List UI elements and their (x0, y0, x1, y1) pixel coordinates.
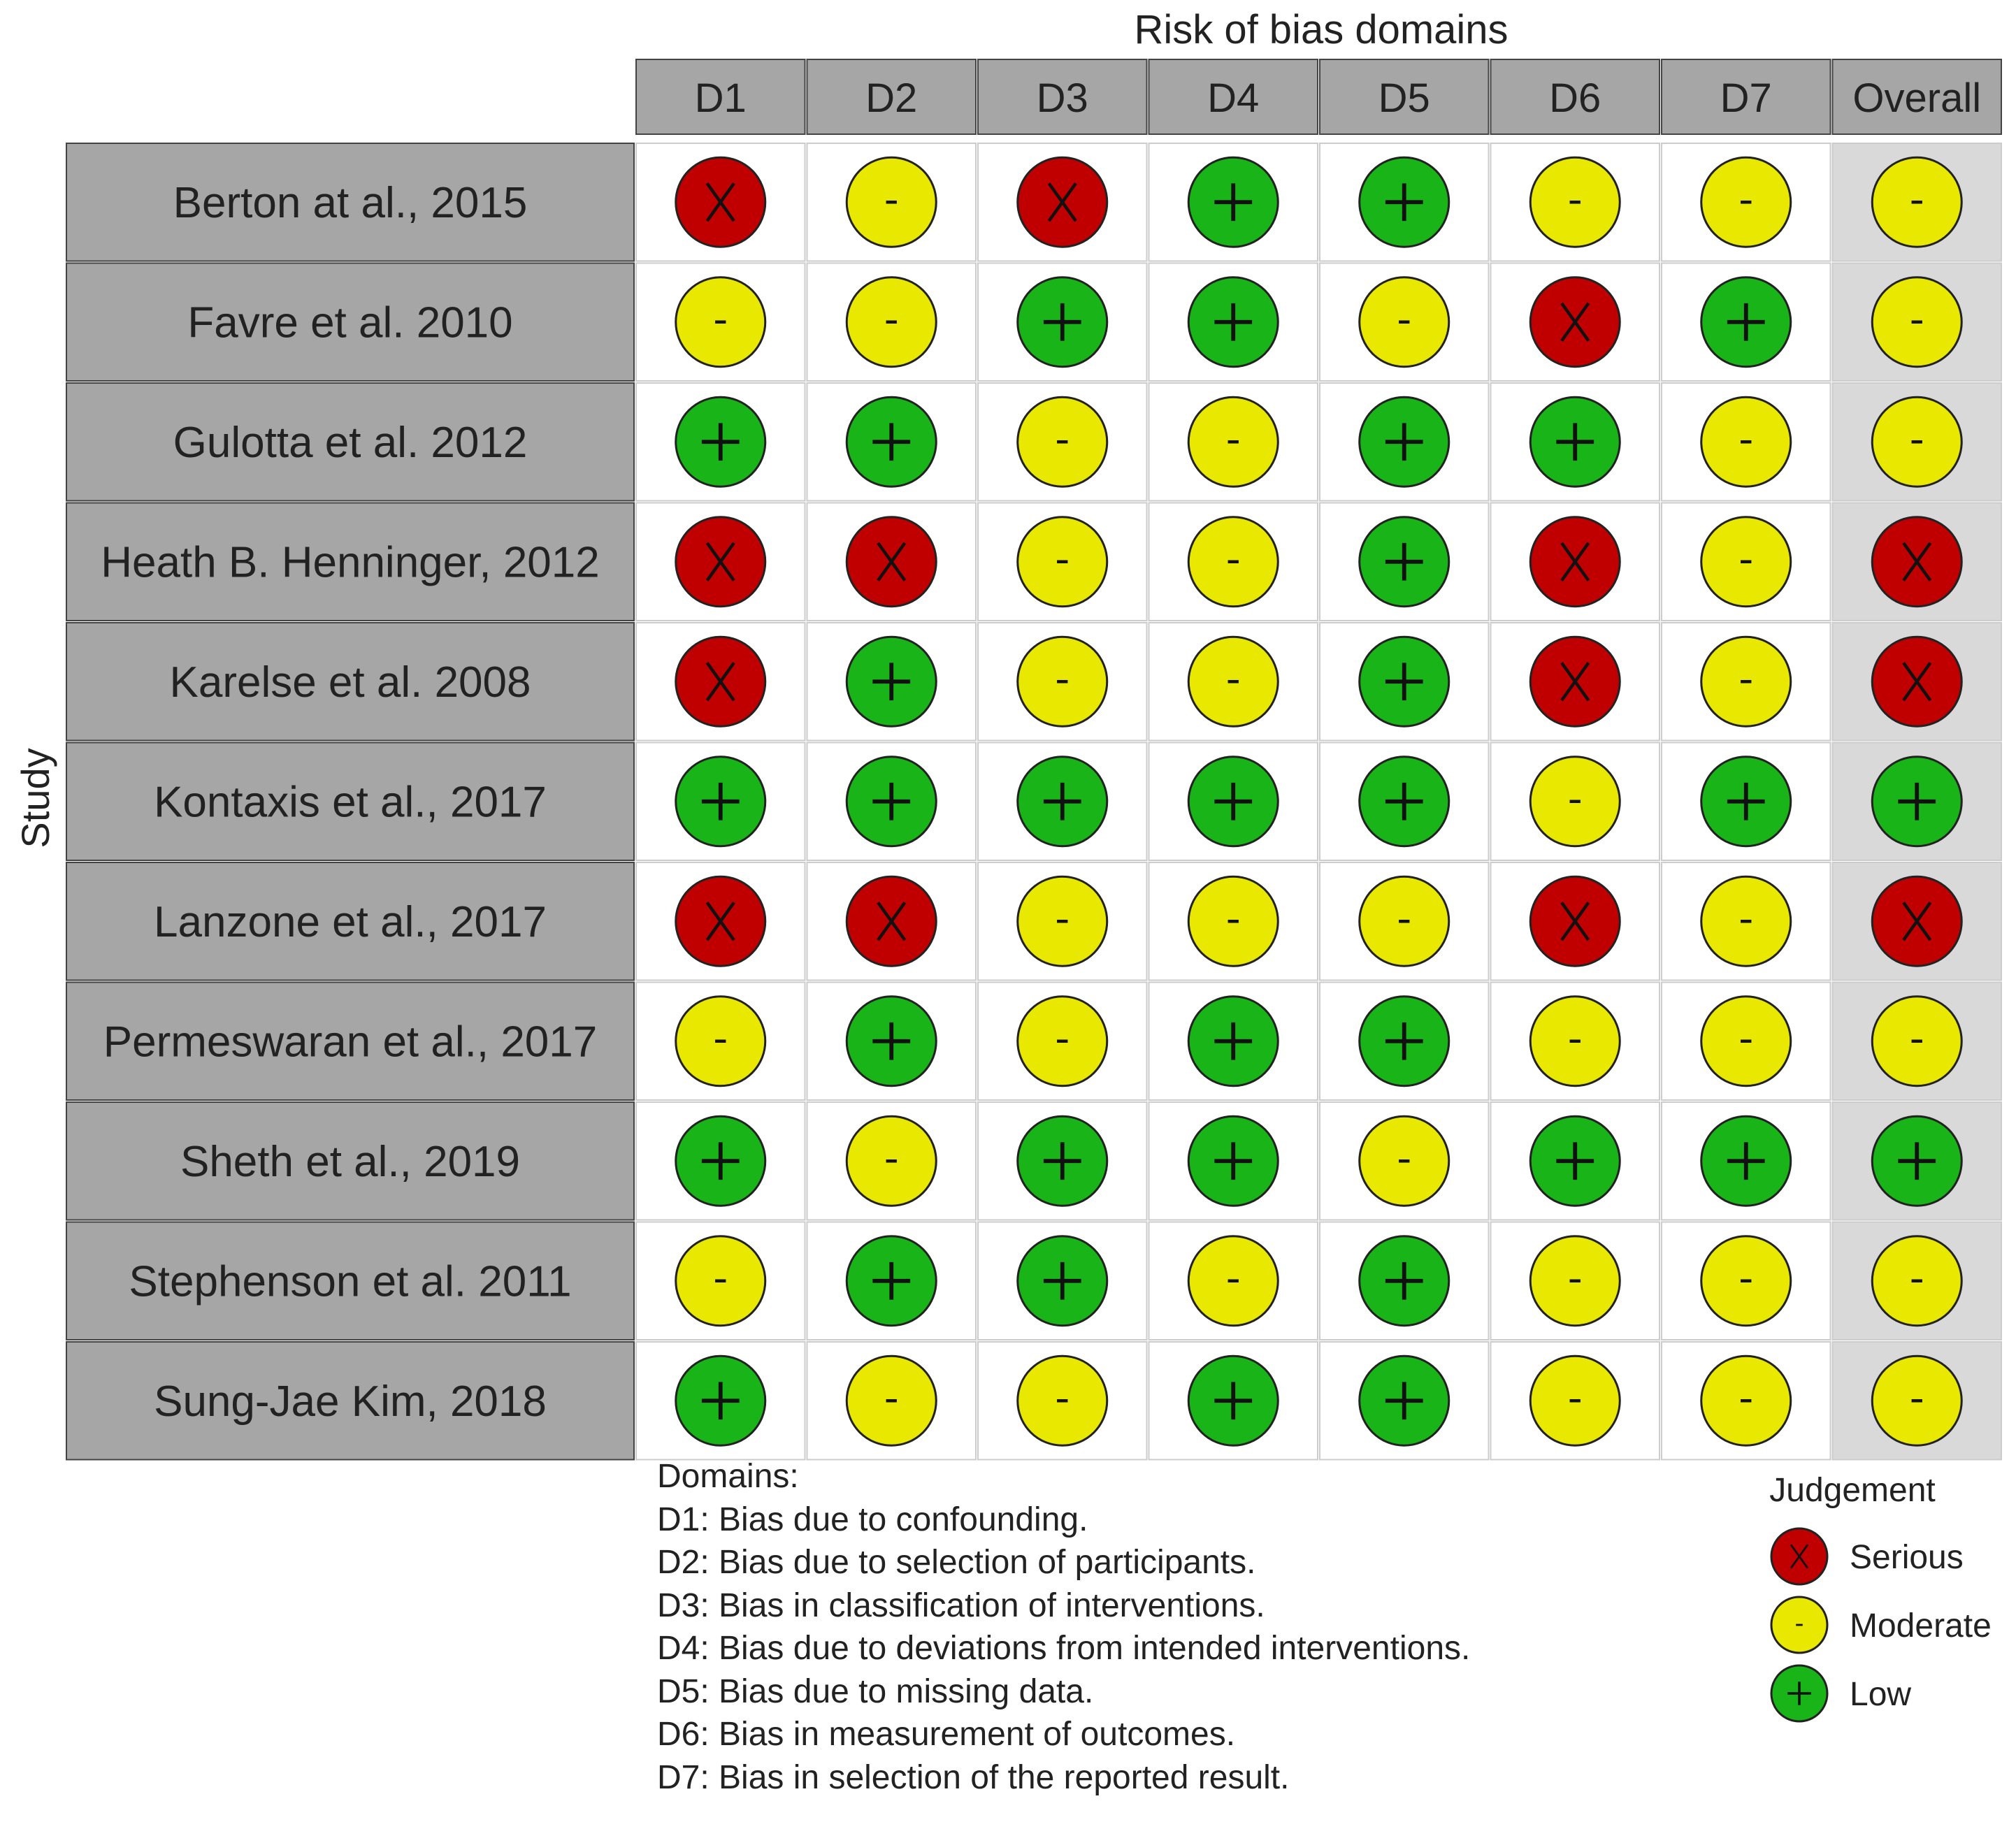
domains-title: Domains: (657, 1458, 799, 1495)
judgement-moderate-d5 (1360, 1116, 1449, 1206)
judgement-moderate-d3 (1018, 876, 1107, 966)
judgement-legend (1769, 1472, 1992, 1721)
judgement-low-d2 (847, 1236, 936, 1326)
domain-description-d4: D4: Bias due to deviations from intended interventions. (657, 1630, 1471, 1667)
judgement-serious-overall (1872, 637, 1961, 726)
judgement-low-d5 (1360, 637, 1449, 726)
judgement-low-d3 (1018, 757, 1107, 846)
judgement-low-d1 (676, 397, 765, 486)
judgement-serious-d1 (676, 157, 765, 247)
study-label-lanzone-et-al-2017: Lanzone et al., 2017 (154, 897, 547, 946)
study-label-stephenson-et-al-2011: Stephenson et al. 2011 (129, 1257, 572, 1306)
column-label-d6: D6 (1549, 75, 1601, 121)
judgement-moderate-d3 (1018, 397, 1107, 486)
study-label-favre-et-al-2010: Favre et al. 2010 (187, 298, 513, 347)
judgement-low-d4 (1188, 997, 1278, 1086)
judgement-moderate-d7 (1701, 157, 1791, 247)
judgement-moderate-d7 (1701, 517, 1791, 607)
judgement-moderate-d6 (1530, 1236, 1620, 1326)
domain-description-d7: D7: Bias in selection of the reported result. (657, 1758, 1290, 1796)
judgement-low-d4 (1188, 277, 1278, 367)
judgement-serious-d6 (1530, 517, 1620, 607)
judgement-low-overall (1872, 1116, 1961, 1206)
judgement-low-d2 (847, 397, 936, 486)
judgement-moderate-d7 (1701, 1236, 1791, 1326)
column-label-d3: D3 (1036, 75, 1088, 121)
domain-description-d1: D1: Bias due to confounding. (657, 1501, 1088, 1538)
legend-label-moderate: Moderate (1850, 1607, 1992, 1644)
judgement-serious-d6 (1530, 277, 1620, 367)
study-label-kontaxis-et-al-2017: Kontaxis et al., 2017 (154, 778, 547, 827)
domain-description-d5: D5: Bias due to missing data. (657, 1672, 1094, 1710)
legend-label-low: Low (1850, 1676, 1912, 1713)
judgement-low-d5 (1360, 157, 1449, 247)
judgement-low-d5 (1360, 397, 1449, 486)
judgement-low-d7 (1701, 757, 1791, 846)
column-label-d2: D2 (865, 75, 918, 121)
judgement-serious-d2 (847, 517, 936, 607)
judgement-moderate-d2 (847, 1116, 936, 1206)
judgement-moderate-d7 (1701, 637, 1791, 726)
judgement-low-d4 (1188, 1356, 1278, 1445)
judgement-low-d7 (1701, 1116, 1791, 1206)
judgement-moderate-overall (1872, 277, 1961, 367)
study-label-sung-jae-kim-2018: Sung-Jae Kim, 2018 (154, 1377, 547, 1426)
judgement-moderate-d6 (1530, 157, 1620, 247)
study-label-permeswaran-et-al-2017: Permeswaran et al., 2017 (103, 1018, 598, 1067)
judgement-serious-d2 (847, 876, 936, 966)
judgement-moderate-overall (1872, 397, 1961, 486)
legend-moderate-icon (1771, 1597, 1827, 1653)
column-label-d1: D1 (694, 75, 747, 121)
column-label-d5: D5 (1378, 75, 1430, 121)
judgement-low-d2 (847, 997, 936, 1086)
judgement-moderate-overall (1872, 1236, 1961, 1326)
judgement-serious-d6 (1530, 876, 1620, 966)
judgement-low-d3 (1018, 277, 1107, 367)
legend-low-icon (1771, 1665, 1827, 1721)
study-label-karelse-et-al-2008: Karelse et al. 2008 (169, 658, 531, 707)
judgement-moderate-d1 (676, 1236, 765, 1326)
grid (66, 59, 2001, 1460)
judgement-moderate-d5 (1360, 277, 1449, 367)
judgement-serious-d1 (676, 876, 765, 966)
judgement-serious-d1 (676, 637, 765, 726)
judgement-moderate-d1 (676, 997, 765, 1086)
judgement-serious-d1 (676, 517, 765, 607)
judgement-serious-overall (1872, 876, 1961, 966)
judgement-low-d7 (1701, 277, 1791, 367)
judgement-low-overall (1872, 757, 1961, 846)
judgement-serious-overall (1872, 517, 1961, 607)
judgement-low-d1 (676, 1116, 765, 1206)
judgement-moderate-d2 (847, 1356, 936, 1445)
judgement-moderate-d3 (1018, 1356, 1107, 1445)
judgement-low-d6 (1530, 1116, 1620, 1206)
judgement-moderate-d7 (1701, 1356, 1791, 1445)
study-label-gulotta-et-al-2012: Gulotta et al. 2012 (173, 418, 528, 467)
judgement-moderate-d3 (1018, 637, 1107, 726)
legend-serious-icon (1771, 1528, 1827, 1584)
study-label-sheth-et-al-2019: Sheth et al., 2019 (180, 1137, 521, 1186)
column-label-d4: D4 (1207, 75, 1260, 121)
domain-description-d2: D2: Bias due to selection of participants. (657, 1544, 1256, 1581)
judgement-moderate-d4 (1188, 1236, 1278, 1326)
judgement-moderate-d3 (1018, 517, 1107, 607)
judgement-low-d3 (1018, 1236, 1107, 1326)
judgement-moderate-overall (1872, 997, 1961, 1086)
judgement-moderate-d4 (1188, 517, 1278, 607)
judgement-moderate-d1 (676, 277, 765, 367)
judgement-moderate-d7 (1701, 997, 1791, 1086)
judgement-moderate-d2 (847, 157, 936, 247)
column-label-d7: D7 (1720, 75, 1772, 121)
judgement-low-d4 (1188, 1116, 1278, 1206)
judgement-low-d6 (1530, 397, 1620, 486)
domain-description-d3: D3: Bias in classification of interventions. (657, 1586, 1265, 1624)
judgement-low-d5 (1360, 757, 1449, 846)
judgement-moderate-d6 (1530, 757, 1620, 846)
judgement-low-d5 (1360, 997, 1449, 1086)
judgement-serious-d6 (1530, 637, 1620, 726)
judgement-low-d5 (1360, 1356, 1449, 1445)
judgement-low-d4 (1188, 757, 1278, 846)
judgement-moderate-overall (1872, 1356, 1961, 1445)
column-label-overall: Overall (1852, 75, 1982, 121)
judgement-low-d5 (1360, 517, 1449, 607)
judgement-moderate-d4 (1188, 637, 1278, 726)
judgement-low-d2 (847, 637, 936, 726)
judgement-moderate-d3 (1018, 997, 1107, 1086)
study-label-heath-b-henninger-2012: Heath B. Henninger, 2012 (101, 538, 600, 587)
judgement-moderate-d4 (1188, 397, 1278, 486)
chart-title: Risk of bias domains (1134, 7, 1509, 52)
judgement-low-d3 (1018, 1116, 1107, 1206)
judgement-moderate-d7 (1701, 397, 1791, 486)
judgement-moderate-d6 (1530, 997, 1620, 1086)
legend-title: Judgement (1769, 1472, 1936, 1509)
judgement-low-d4 (1188, 157, 1278, 247)
judgement-moderate-overall (1872, 157, 1961, 247)
judgement-low-d1 (676, 757, 765, 846)
judgement-serious-d3 (1018, 157, 1107, 247)
domain-description-d6: D6: Bias in measurement of outcomes. (657, 1716, 1236, 1753)
judgement-moderate-d2 (847, 277, 936, 367)
judgement-low-d2 (847, 757, 936, 846)
y-axis-label: Study (13, 748, 57, 848)
study-label-berton-at-al-2015: Berton at al., 2015 (173, 178, 528, 227)
judgement-low-d5 (1360, 1236, 1449, 1326)
legend-label-serious: Serious (1850, 1539, 1964, 1576)
judgement-moderate-d7 (1701, 876, 1791, 966)
judgement-low-d1 (676, 1356, 765, 1445)
domains-legend (657, 1455, 1470, 1799)
judgement-moderate-d4 (1188, 876, 1278, 966)
judgement-moderate-d6 (1530, 1356, 1620, 1445)
judgement-moderate-d5 (1360, 876, 1449, 966)
